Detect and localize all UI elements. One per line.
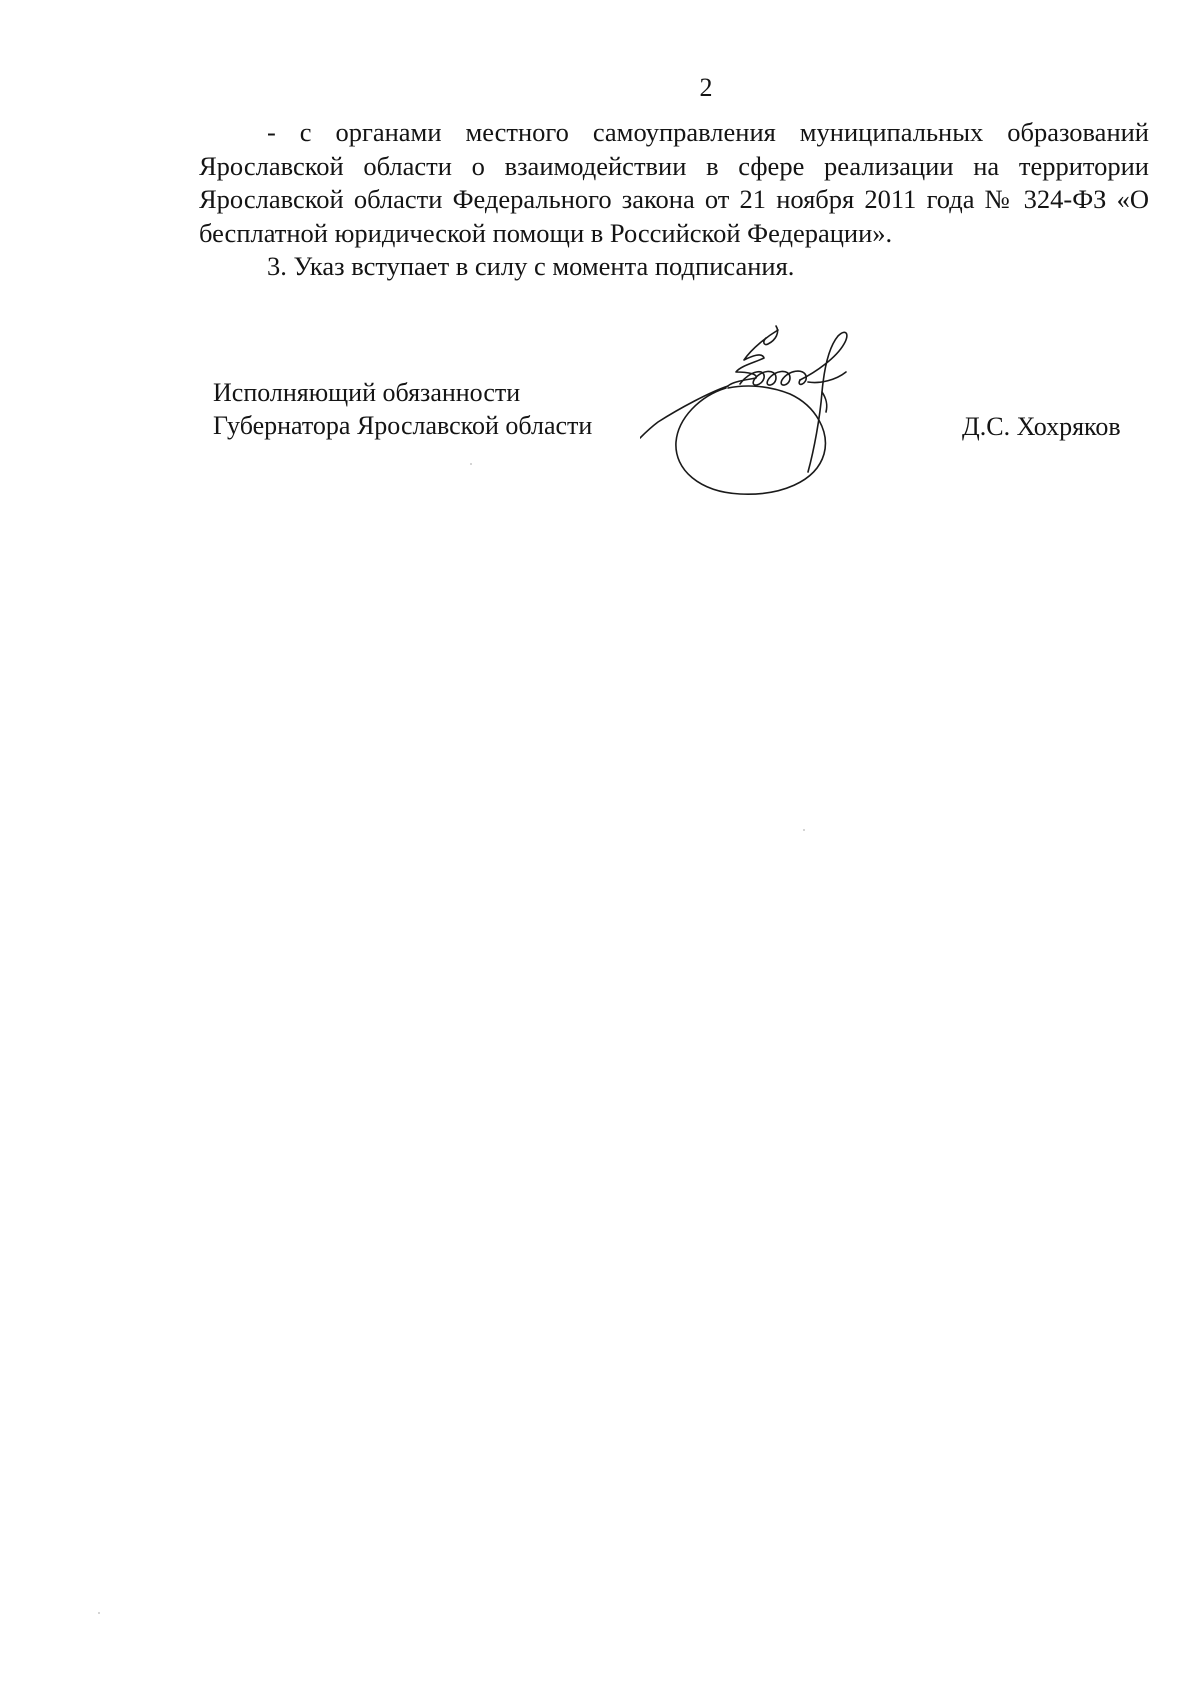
scan-speck xyxy=(470,463,472,465)
paragraph-municipal-agreement: - с органами местного самоуправления муниципальных образований Ярославской области о взаимодействии в сфере реализации на территории Ярославской области Федерального закона от 21 ноября 2011 года № 324-ФЗ «О бесплатной юридической помощи в Российской Федерации». xyxy=(199,117,1149,248)
body-text xyxy=(199,116,1149,284)
signatory-title xyxy=(213,376,592,442)
signatory-title-line-1: Исполняющий обязанности xyxy=(213,378,521,407)
paragraph-effective-date: 3. Указ вступает в силу с момента подписания. xyxy=(267,251,795,281)
scan-speck xyxy=(803,829,805,831)
page-number: 2 xyxy=(699,73,713,102)
signatory-name: Д.С. Хохряков xyxy=(962,412,1121,441)
signatory-title-line-2: Губернатора Ярославской области xyxy=(213,411,593,440)
scan-speck xyxy=(98,1612,100,1614)
handwritten-signature-icon xyxy=(640,322,920,542)
